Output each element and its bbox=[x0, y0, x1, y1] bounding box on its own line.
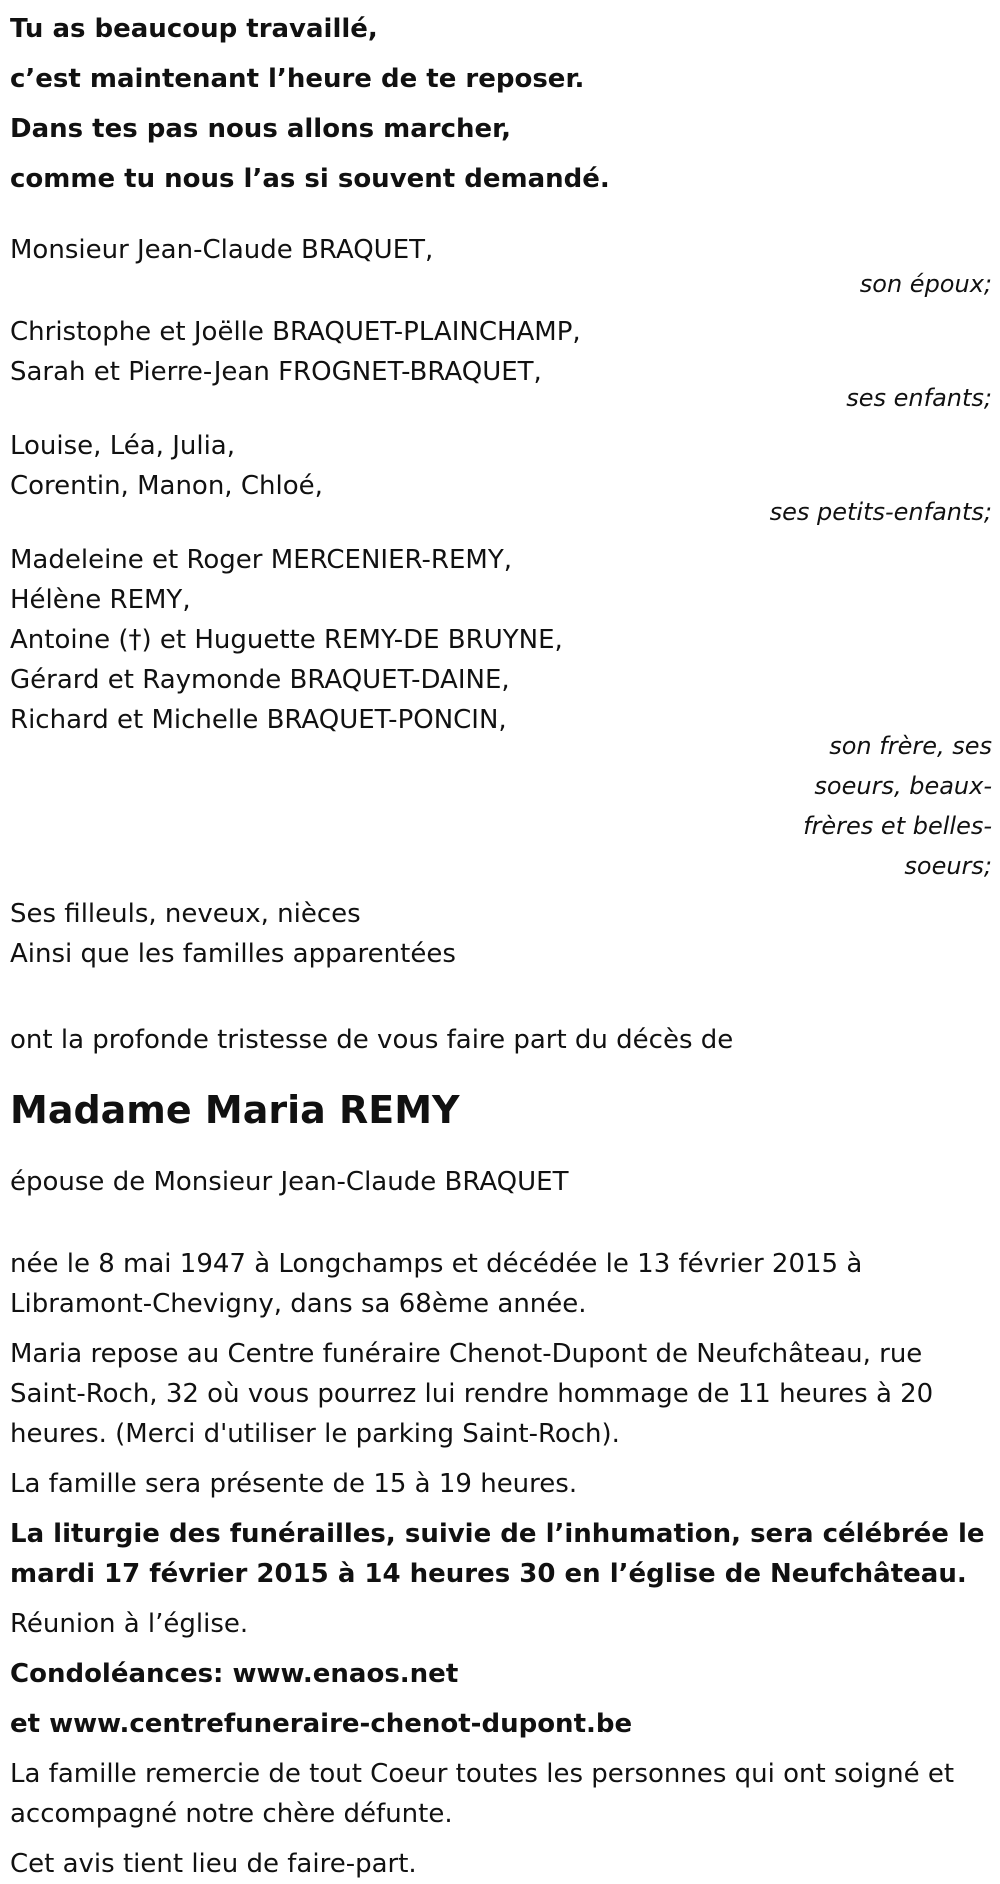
poem-line: comme tu nous l’as si souvent demandé. bbox=[10, 164, 610, 194]
relation-label bbox=[762, 726, 992, 886]
relation-label-line: frères et belles- bbox=[803, 812, 992, 840]
condolences-link-enaos[interactable]: Condoléances: www.enaos.net bbox=[10, 1659, 459, 1689]
deceased-name: Madame Maria REMY bbox=[10, 1088, 460, 1132]
poem-line: c’est maintenant l’heure de te reposer. bbox=[10, 64, 585, 94]
notice-text: Cet avis tient lieu de faire-part. bbox=[10, 1849, 417, 1879]
family-name-line: Ainsi que les familles apparentées bbox=[10, 939, 456, 969]
poem-line: Dans tes pas nous allons marcher, bbox=[10, 114, 512, 144]
liturgy-text: La liturgie des funérailles, suivie de l’inhumation, sera célébrée le mardi 17 février 2015 à 14 heures 30 en l’église de Neufchâteau. bbox=[10, 1519, 985, 1589]
family-name-line: Louise, Léa, Julia, bbox=[10, 431, 235, 461]
relation-label-line: soeurs; bbox=[904, 852, 992, 880]
family-name-line: Sarah et Pierre-Jean FROGNET-BRAQUET, bbox=[10, 357, 542, 387]
family-siblings bbox=[10, 540, 990, 886]
family-presence-text: La famille sera présente de 15 à 19 heures. bbox=[10, 1469, 578, 1499]
family-name-line: Gérard et Raymonde BRAQUET-DAINE, bbox=[10, 665, 510, 695]
family-name-line: Ses filleuls, neveux, nièces bbox=[10, 899, 361, 929]
relation-label: son époux; bbox=[859, 270, 992, 298]
poem bbox=[10, 0, 990, 204]
condolences-link-chenot-dupont[interactable]: et www.centrefuneraire-chenot-dupont.be bbox=[10, 1709, 633, 1739]
relation-label: ses petits-enfants; bbox=[769, 498, 992, 526]
relation-label-line: son frère, ses bbox=[829, 732, 992, 760]
spouse-line: épouse de Monsieur Jean-Claude BRAQUET bbox=[10, 1167, 569, 1197]
announcement-text: ont la profonde tristesse de vous faire part du décès de bbox=[10, 1025, 734, 1055]
thanks-text: La famille remercie de tout Coeur toutes les personnes qui ont soigné et accompagné notre chère défunte. bbox=[10, 1759, 955, 1829]
rest-location-text: Maria repose au Centre funéraire Chenot-Dupont de Neufchâteau, rue Saint-Roch, 32 où vous pourrez lui rendre hommage de 11 heures à 20 heures. (Merci d'utiliser le parking Saint-Roch). bbox=[10, 1339, 934, 1449]
family-name-line: Hélène REMY, bbox=[10, 585, 191, 615]
family-name-line: Madeleine et Roger MERCENIER-REMY, bbox=[10, 545, 512, 575]
birth-death-text: née le 8 mai 1947 à Longchamps et décédée le 13 février 2015 à Libramont-Chevigny, dans sa 68ème année. bbox=[10, 1249, 863, 1319]
meeting-text: Réunion à l’église. bbox=[10, 1609, 249, 1639]
poem-line: Tu as beaucoup travaillé, bbox=[10, 14, 378, 44]
family-name-line: Christophe et Joëlle BRAQUET-PLAINCHAMP, bbox=[10, 317, 581, 347]
family-name-line: Monsieur Jean-Claude BRAQUET, bbox=[10, 235, 434, 265]
family-name-line: Antoine (†) et Huguette REMY-DE BRUYNE, bbox=[10, 625, 563, 655]
family-name-line: Corentin, Manon, Chloé, bbox=[10, 471, 323, 501]
family-grandchildren bbox=[10, 426, 990, 532]
family-others bbox=[10, 894, 990, 974]
relation-label: ses enfants; bbox=[846, 384, 992, 412]
family-spouse bbox=[10, 230, 990, 304]
family-name-line: Richard et Michelle BRAQUET-PONCIN, bbox=[10, 705, 507, 735]
family-children bbox=[10, 312, 990, 418]
relation-label-line: soeurs, beaux- bbox=[814, 772, 992, 800]
